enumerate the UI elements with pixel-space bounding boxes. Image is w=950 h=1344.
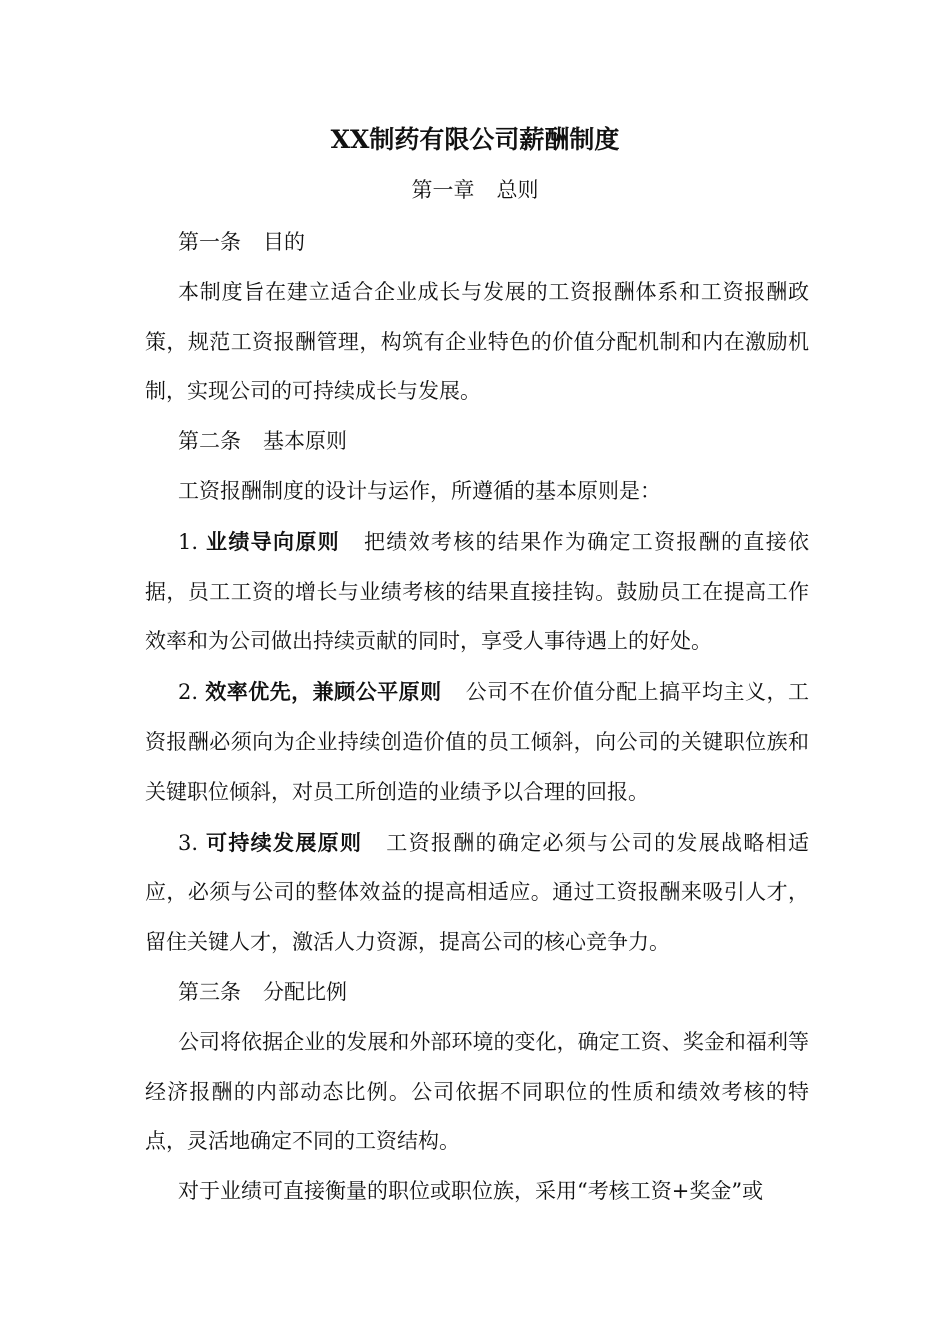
- principle-item: [145, 667, 809, 817]
- chapter-heading: [0, 170, 950, 210]
- article-number: 第二条: [178, 429, 241, 454]
- principle-text: 公司不在价值分配上搞平均主义，工资报酬必须向为企业持续创造价值的员工倾斜，向公司的关键职位族和关键职位倾斜，对员工所创造的业绩予以合理的回报。: [145, 680, 809, 804]
- article-heading: [145, 968, 809, 1018]
- document-title: XX制药有限公司薪酬制度: [330, 125, 620, 154]
- article-heading: [145, 417, 809, 467]
- principle-text: 把绩效考核的结果作为确定工资报酬的直接依据，员工工资的增长与业绩考核的结果直接挂钩。鼓励员工在提高工作效率和为公司做出持续贡献的同时，享受人事待遇上的好处。: [145, 529, 810, 654]
- document-body: [145, 218, 809, 1217]
- paragraph: 本制度旨在建立适合企业成长与发展的工资报酬体系和工资报酬政策，规范工资报酬管理，构筑有企业特色的价值分配机制和内在激励机制，实现公司的可持续成长与发展。: [145, 279, 809, 404]
- principle-name: 业绩导向原则: [206, 528, 340, 554]
- principle-text: 工资报酬的确定必须与公司的发展战略相适应，必须与公司的整体效益的提高相适应。通过工资报酬来吸引人才，留住关键人才，激活人力资源，提高公司的核心竞争力。: [145, 830, 810, 955]
- article-number: 第三条: [178, 979, 241, 1004]
- paragraph: 工资报酬制度的设计与运作，所遵循的基本原则是：: [178, 478, 661, 503]
- article-heading: [145, 218, 809, 268]
- principle-name: 可持续发展原则: [206, 829, 363, 855]
- principle-name: 效率优先，兼顾公平原则: [205, 679, 442, 705]
- article-title: 分配比例: [263, 979, 347, 1004]
- article-number: 第一条: [178, 230, 241, 254]
- principle-number: 1.: [178, 529, 199, 554]
- chapter-number: 第一章: [411, 178, 475, 202]
- principle-number: 3.: [178, 830, 199, 855]
- principle-item: [145, 517, 809, 667]
- article-title: 目的: [263, 230, 305, 254]
- principle-item: [145, 818, 809, 968]
- principle-number: 2.: [178, 680, 199, 705]
- paragraph: 对于业绩可直接衡量的职位或职位族，采用“考核工资+奖金”或: [178, 1179, 764, 1204]
- chapter-title: 总则: [496, 178, 539, 202]
- article-title: 基本原则: [263, 429, 347, 454]
- paragraph: 公司将依据企业的发展和外部环境的变化，确定工资、奖金和福利等经济报酬的内部动态比例。公司依据不同职位的性质和绩效考核的特点，灵活地确定不同的工资结构。: [145, 1029, 809, 1154]
